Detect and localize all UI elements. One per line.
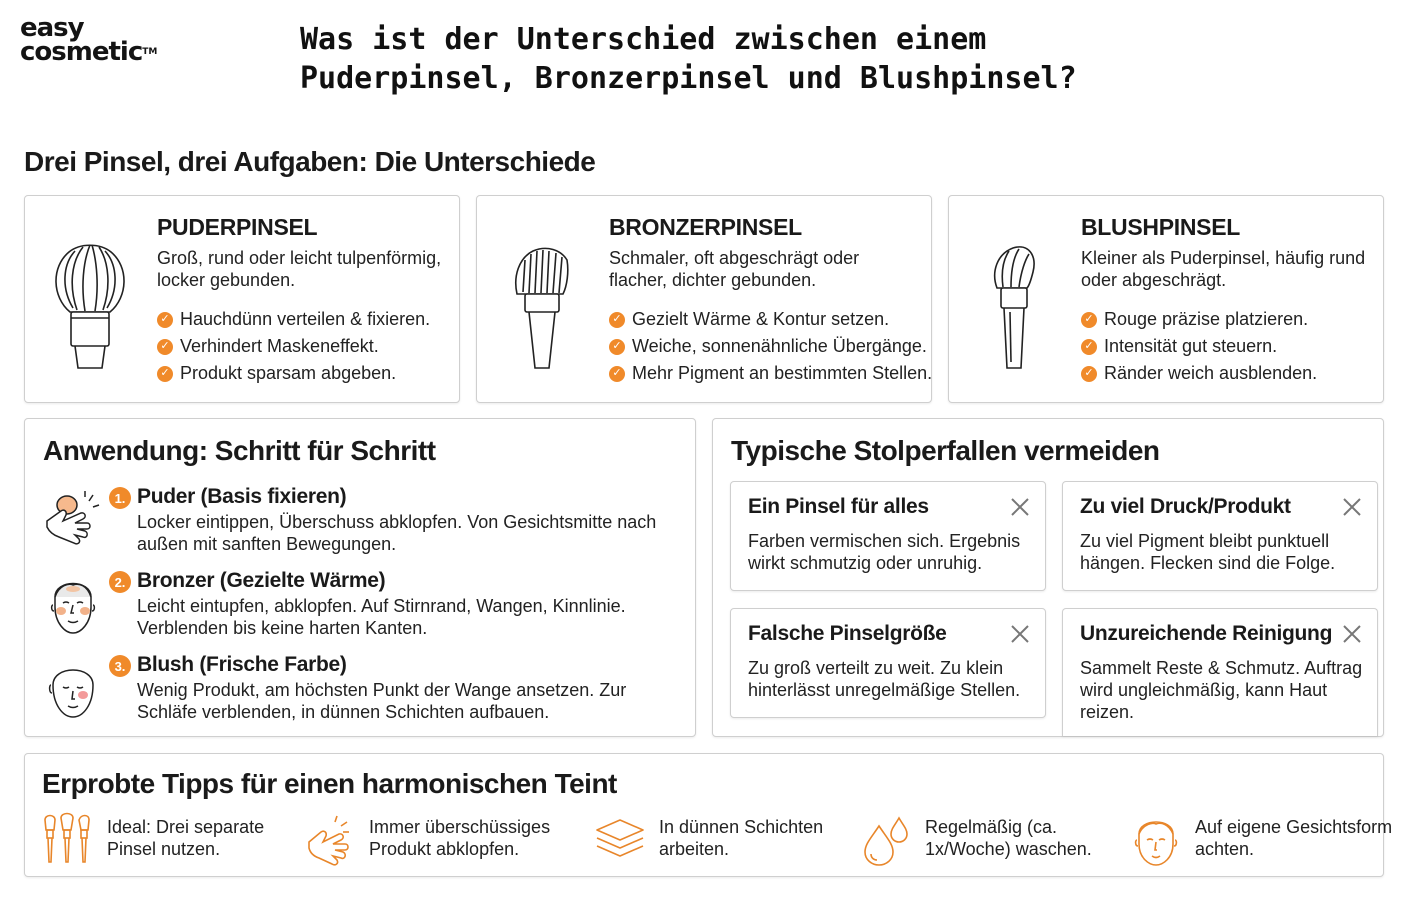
brush-card-powder [24,195,460,403]
pitfall-item [1062,481,1378,591]
tip-item [303,810,583,868]
list-item: ✓ Verhindert Maskeneffekt. [157,333,430,360]
pitfall-title: Unzureichende Reinigung [1080,622,1333,645]
step-text: Wenig Produkt, am höchsten Punkt der Wange ansetzen. Zur Schläfe verblenden, in dünnen Schichten aufbauen. [137,680,627,722]
step-number-badge: 1. [109,487,131,509]
brush-name: PUDERPINSEL [157,214,318,240]
close-icon [1340,622,1364,646]
brush-benefits-list [157,306,430,387]
logo-line-2 [20,37,190,67]
tip-item [593,810,863,868]
pitfall-title: Ein Pinsel für alles [748,495,929,518]
tip-item [41,810,311,868]
close-icon [1008,622,1032,646]
face-shape-icon [1129,812,1183,866]
pitfall-text: Zu groß verteilt zu weit. Zu klein hinterlässt unregelmäßige Stellen. [748,658,1021,700]
tip-text: Regelmäßig (ca. 1x/Woche) waschen. [925,817,1092,859]
brush-description: Schmaler, oft abgeschrägt oder flacher, dichter gebunden. [609,248,860,290]
pitfalls-title: Typische Stolperfallen vermeiden [731,435,1160,466]
tip-text: In dünnen Schichten arbeiten. [659,817,824,859]
tips-card [24,753,1393,877]
bronzer-brush-icon [499,242,585,372]
list-item: ✓ Gezielt Wärme & Kontur setzen. [609,306,932,333]
brand-logo [20,13,190,70]
steps-title: Anwendung: Schritt für Schritt [43,435,436,466]
check-icon: ✓ [157,339,173,355]
brush-card-bronzer [476,195,932,403]
tip-text: Auf eigene Gesichtsform achten. [1195,817,1393,859]
step-item [41,569,681,649]
list-item: ✓ Intensität gut steuern. [1081,333,1317,360]
face-blush-icon [41,655,107,721]
check-icon: ✓ [157,366,173,382]
brush-name: BLUSHPINSEL [1081,214,1240,240]
step-number-badge: 3. [109,655,131,677]
powder-brush-icon [47,242,133,372]
check-icon: ✓ [1081,366,1097,382]
three-brushes-icon [41,812,95,866]
check-icon: ✓ [609,312,625,328]
step-number-badge: 2. [109,571,131,593]
brush-description: Kleiner als Puderpinsel, häufig rund oder abgeschrägt. [1081,248,1366,290]
layers-icon [593,812,647,866]
step-item [41,485,681,565]
step-item [41,653,681,733]
tip-item [859,810,1129,868]
list-item: ✓ Hauchdünn verteilen & fixieren. [157,306,430,333]
tip-text: Ideal: Drei separate Pinsel nutzen. [107,817,265,859]
close-icon [1008,495,1032,519]
logo-word: cosmetic [20,37,143,67]
brush-name: BRONZERPINSEL [609,214,802,240]
step-title: Blush (Frische Farbe) [137,653,347,676]
check-icon: ✓ [609,366,625,382]
brush-benefits-list [1081,306,1317,387]
list-item: ✓ Mehr Pigment an bestimmten Stellen. [609,360,932,387]
brush-card-blush [948,195,1384,403]
tips-title: Erprobte Tipps für einen harmonischen Teint [42,768,617,799]
pitfall-text: Farben vermischen sich. Ergebnis wirkt schmutzig oder unruhig. [748,531,1021,573]
pitfall-item [1062,608,1378,736]
step-text: Locker eintippen, Überschuss abklopfen. Von Gesichtsmitte nach außen mit sanften Bewegungen. [137,512,657,554]
logo-line-1: easy [20,13,84,43]
application-steps-card [24,418,696,737]
water-drops-icon [859,812,913,866]
page-title: Was ist der Unterschied zwischen einem Puderpinsel, Bronzerpinsel und Blushpinsel? [300,22,1077,96]
step-title: Puder (Basis fixieren) [137,485,347,508]
tapping-hand-icon [41,487,107,553]
list-item: ✓ Produkt sparsam abgeben. [157,360,430,387]
pitfall-item [730,608,1046,718]
step-title: Bronzer (Gezielte Wärme) [137,569,386,592]
list-item: ✓ Rouge präzise platzieren. [1081,306,1317,333]
pitfall-text: Sammelt Reste & Schmutz. Auftrag wird ungleichmäßig, kann Haut reizen. [1080,658,1363,722]
check-icon: ✓ [1081,312,1097,328]
check-icon: ✓ [609,339,625,355]
blush-brush-icon [971,242,1057,372]
logo-trademark: TM [142,47,158,57]
tapping-hand-icon [303,812,357,866]
check-icon: ✓ [1081,339,1097,355]
step-text: Leicht eintupfen, abklopfen. Auf Stirnrand, Wangen, Kinnlinie. Verblenden bis keine harten Kanten. [137,596,626,638]
brush-benefits-list [609,306,932,387]
pitfall-title: Falsche Pinselgröße [748,622,947,645]
pitfall-text: Zu viel Pigment bleibt punktuell hängen. Flecken sind die Folge. [1080,531,1336,573]
tip-item [1129,810,1393,868]
brushes-section-title: Drei Pinsel, drei Aufgaben: Die Unterschiede [24,146,596,177]
pitfall-title: Zu viel Druck/Produkt [1080,495,1291,518]
pitfalls-card [712,418,1384,737]
face-bronzer-icon [41,571,107,637]
list-item: ✓ Ränder weich ausblenden. [1081,360,1317,387]
check-icon: ✓ [157,312,173,328]
tip-text: Immer überschüssiges Produkt abklopfen. [369,817,551,859]
brush-description: Groß, rund oder leicht tulpenförmig, locker gebunden. [157,248,442,290]
close-icon [1340,495,1364,519]
list-item: ✓ Weiche, sonnenähnliche Übergänge. [609,333,932,360]
pitfall-item [730,481,1046,591]
